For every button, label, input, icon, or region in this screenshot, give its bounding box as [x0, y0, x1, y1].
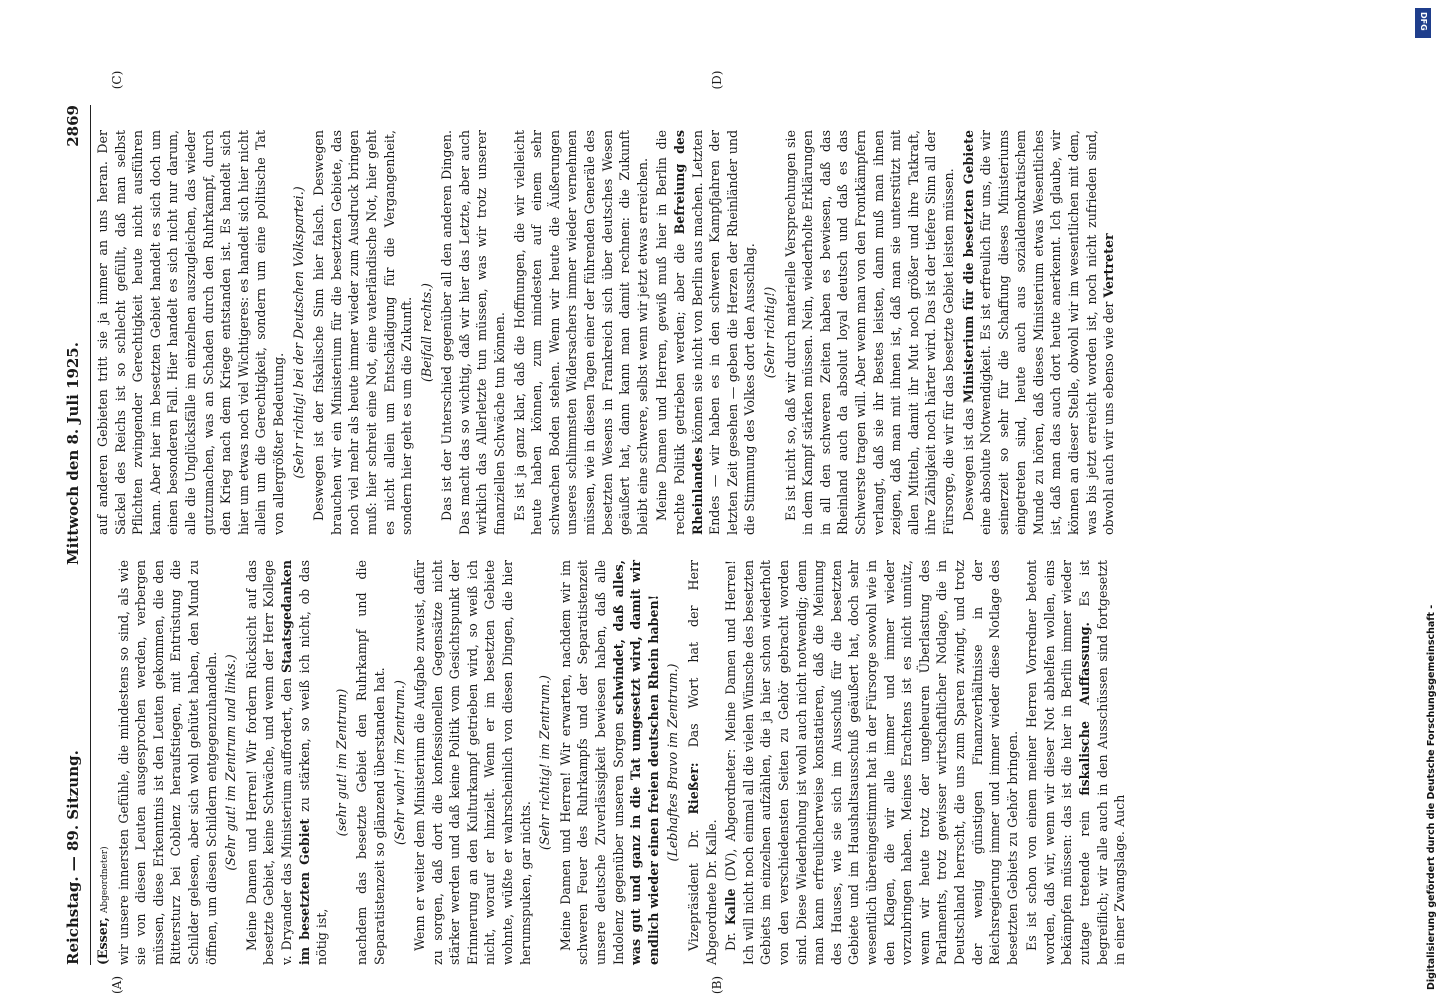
speaker-name: Kalle: [723, 888, 739, 926]
interjection: (Sehr wahr! im Zentrum.): [391, 680, 407, 845]
paragraph: Es ist nicht so, daß wir durch materielle Versprechungen sie in dem Kampf stärken müssen. Nein, wiederholte Erklärungen in all den schweren Zeiten haben es bewiesen, daß das Rheinland auch da absolut loyal deutsch und daß es das Schwerste tragen will. Aber wenn man von den Frontkämpfern verlangt, daß sie ihr Bestes leisten, dann muß man ihnen zeigen, daß man mit ihnen ist, daß man sie unterstützt mit allen Mitteln, damit ihr Mut noch größer und ihre Tatkraft, ihre Zähigkeit noch härter wird. Das ist der tiefere Sinn all der Fürsorge, die wir für das besetzte Gebiet leisten müssen.: [782, 130, 956, 535]
paragraph: [243, 560, 331, 965]
paragraph-text: Meine Damen und Herren, gewiß muß hier in Berlin die rechte Politik getrieben werden; aber die: [654, 130, 687, 535]
page-number: 2869: [64, 105, 82, 147]
paragraph-text: (DV), Abgeordneter: Meine Damen und Herren! Ich will nicht noch einmal all die vielen Wünsche des besetzten Gebiets im einzelnen aufzählen, die ja hier schon wiederholt von den verschiedensten Seiten zu Gehör gebracht worden sind. Diese Wiederholung ist wohl auch nicht notwendig; denn man kann erfreulicherweise konstatieren, daß die Meinung des Hauses, wie sie sich im Ausschuß für die besetzten Gebiete und im Haushaltsausschuß geäußert hat, doch sehr wesentlich übereingestimmt hat in der Fürsorge sowohl wie in den Klagen, die wir alle immer und immer wieder vorzubringen haben. Meines Erachtens ist es nicht unnütz, wenn wir heute trotz der ungeheuren Überlastung des Parlaments, trotz gewisser wirtschaftlicher Notlage, die in Deutschland herrscht, die uns zum Sparen zwingt, und trotz der wenig günstigen Finanzverhältnisse in der Reichsregierung immer und immer wieder diese Notlage des besetzten Gebiets zu Gehör bringen.: [723, 560, 1020, 965]
speaker-role: Abgeordneter): [100, 846, 110, 914]
interjection: (Beifall rechts.): [418, 283, 434, 382]
margin-marker-d: (D): [710, 70, 724, 90]
paragraph-text: Meine Damen und Herren! Wir erwarten, nachdem wir im schweren Feuer des Ruhrkampfs und der Separatistenzeit unsere deutsche Zuverlässigkeit bewiesen haben, daß alle Indolenz gegenüber unseren Sorgen: [557, 560, 626, 965]
bold-term: Ministerium für die besetzten Gebiete: [960, 130, 976, 404]
header-date: Mittwoch den 8. Juli 1925.: [64, 342, 82, 565]
margin-marker-a: (A): [110, 975, 124, 995]
paragraph: auf anderen Gebieten tritt sie ja immer an uns heran. Der Säckel des Reichs ist so schlecht gefüllt, daß man selbst Pflichten zwingender Gerechtigkeit heute nicht ausführen kann. Aber hier im besetzten Gebiet handelt es sich doch um einen besonderen Fall. Hier handelt es sich nicht nur darum, alle die Unglücksfälle im einzelnen auszugleichen, das wieder gutzumachen, was an Schaden durch den Ruhrkampf, durch den Krieg nach dem Kriege entstanden ist. Es handelt sich hier um etwas noch viel Wichtigeres: es handelt sich hier nicht allein um die Gerechtigkeit, sondern um eine politische Tat von allergrößter Bedeutung.: [95, 130, 286, 535]
margin-marker-c: (C): [110, 70, 124, 90]
paragraph-text: eine absolute Notwendigkeit. Es ist erfreulich für uns, die wir seinerzeit so sehr für die Schaffung dieses Ministeriums eingetreten sind, heute auch aus sozialdemokratischem Munde zu hören, daß dieses Ministerium etwas Wesentliches ist, daß man das auch dort heute anerkennt. Ich glaube, wir können an dieser Stelle, obwohl wir im wesentlichen mit dem, was bis jetzt erreicht worden ist, noch nicht zufrieden sind, obwohl auch wir uns ebenso wie der: [978, 130, 1117, 535]
bold-passage: schwindet, daß alles, was gut und ganz in die Tat umgesetzt wird, damit wir endlich wieder einen freien deutschen Rhein haben!: [610, 560, 661, 965]
paragraph-text: Es ist begreiflich; wir alle auch in den Ausschüssen sind fortgesetzt in einer Zwangslage. Auch: [1077, 560, 1128, 965]
right-column: [94, 130, 1364, 535]
paragraph-text: Das Wort hat der Herr Abgeordnete Dr. Kalle.: [686, 560, 719, 965]
bold-term: Staatsgedanken im besetzten Gebiet: [278, 560, 312, 965]
interjection: (Sehr gut! im Zentrum und links.): [223, 654, 239, 871]
paragraph: [653, 130, 759, 535]
paragraph: [685, 560, 720, 965]
paragraph-text: zu stärken, so weiß ich nicht, ob das nötig ist,: [296, 560, 330, 965]
paragraph-text: Meine Damen und Herren! Wir fordern Rücksicht auf das besetzte Gebiet, keine Schwäche, und wenn der Herr Kollege v. Dryander das Ministerium auffordert, den: [243, 560, 294, 965]
interjection: (Sehr richtig!): [761, 286, 777, 379]
paragraph: Deswegen ist der fiskalische Sinn hier falsch. Deswegen brauchen wir ein Ministerium für die besetzten Gebiete, das noch viel mehr als heute immer wieder zum Ausdruck bringen muß: hier schreit eine Not, eine vaterländische Not, hier geht es nicht allein um Entschädigung für die Vergangenheit, sondern hier geht es um die Zukunft.: [311, 130, 415, 535]
paragraph: [960, 130, 1118, 535]
bold-term: fiskalische Auffassung.: [1077, 622, 1093, 796]
paragraph-text: Vizepräsident Dr.: [686, 829, 701, 951]
header-left: Reichstag. — 89. Sitzung.: [64, 750, 82, 965]
paragraph: Das ist der Unterschied gegenüber all den anderen Dingen. Das macht das so wichtig, daß wir hier das Letzte, aber auch wirklich das Allerletzte tun müssen, was wir trotz unserer finanziellen Schwäche tun können.: [439, 130, 508, 535]
paragraph-text: Deswegen ist das: [960, 407, 976, 521]
left-column: [94, 560, 1364, 965]
paragraph: [722, 560, 1021, 965]
paragraph-text: wir unsere innersten Gefühle, die mindestens so sind, als wie sie von diesen Leuten ausgesprochen werden, verbergen müssen, diese Erkenntnis ist den Leuten gekommen, die den Rittersturz bei Coblenz heraufstiegen, mit Entrüstung die Schilder gelesen, aber sich wohl gehütet haben, den Mund zu öffnen, um diesen Schildern entgegenzuhandeln.: [115, 560, 219, 965]
rotated-page: [60, 70, 1380, 995]
bold-term: Vertreter: [1101, 233, 1117, 298]
paragraph: nachdem das besetzte Gebiet den Ruhrkampf und die Separatistenzeit so glänzend überstanden hat.: [354, 560, 387, 965]
paragraph: [1023, 560, 1129, 965]
bold-term: Befreiung des Rheinlandes: [672, 130, 705, 535]
speaker-name: (Esser,: [95, 917, 110, 965]
interjection: (Sehr richtig! im Zentrum.): [537, 675, 553, 850]
page-header: [60, 105, 91, 965]
interjection: (Lebhaftes Bravo im Zentrum.): [665, 663, 681, 862]
interjection: (Sehr richtig! bei der Deutschen Volkspartei.): [290, 186, 306, 479]
interjection: (sehr gut! im Zentrum): [333, 688, 349, 837]
paragraph: [557, 560, 663, 965]
paragraph-text: Dr.: [723, 932, 739, 951]
margin-marker-b: (B): [710, 975, 724, 995]
paragraph: Wenn er weiter dem Ministerium die Aufgabe zuweist, dafür zu sorgen, daß dort die konfessionellen Gegensätze nicht stärker werden und daß keine Politik vom Gesichtspunkt der Erinnerung an den Kulturkampf getrieben wird, so weiß ich nicht, worauf er hinzielt. Wenn er im besetzten Gebiete wohnte, wüßte er wahrscheinlich von diesen Dingen, die hier herumspuken, gar nichts.: [412, 560, 533, 965]
paragraph-text: können sie nicht von Berlin aus machen. Letzten Endes — wir haben es in den schweren Kampfjahren der letzten Zeit gesehen — geben die Herzen der Rheinländer und die Stimmung des Volkes dort den Ausschlag.: [689, 130, 758, 535]
speaker-name: Rießer:: [686, 762, 701, 815]
paragraph: Es ist ja ganz klar, daß die Hoffnungen, die wir vielleicht heute haben können, zum mindesten auf einem sehr schwachen Boden stehen. Wenn wir heute die Äußerungen unseres schlimmsten Widersachers immer wieder vernehmen müssen, wie in diesen Tagen einer der führenden Generäle des besetzten Wesens in Frankreich sich über deutsches Wesen geäußert hat, dann kann man damit rechnen: die Zukunft bleibt eine schwere, selbst wenn wir jetzt etwas erreichen.: [511, 130, 650, 535]
dfg-logo: [1415, 8, 1431, 38]
paragraph-text: Es ist schon von einem meiner Herren Vorredner betont worden, daß wir, wenn wir dieser Not abhelfen wollen, eins bekämpfen müssen: das ist die hier in Berlin immer wieder zutage tretende rein: [1024, 560, 1093, 965]
paragraph: [94, 560, 220, 965]
digitization-credit: Digitalisierung gefördert durch die Deutsche Forschungsgemeinschaft -: [1426, 604, 1437, 990]
dfg-logo-text: DFG: [1419, 12, 1428, 31]
